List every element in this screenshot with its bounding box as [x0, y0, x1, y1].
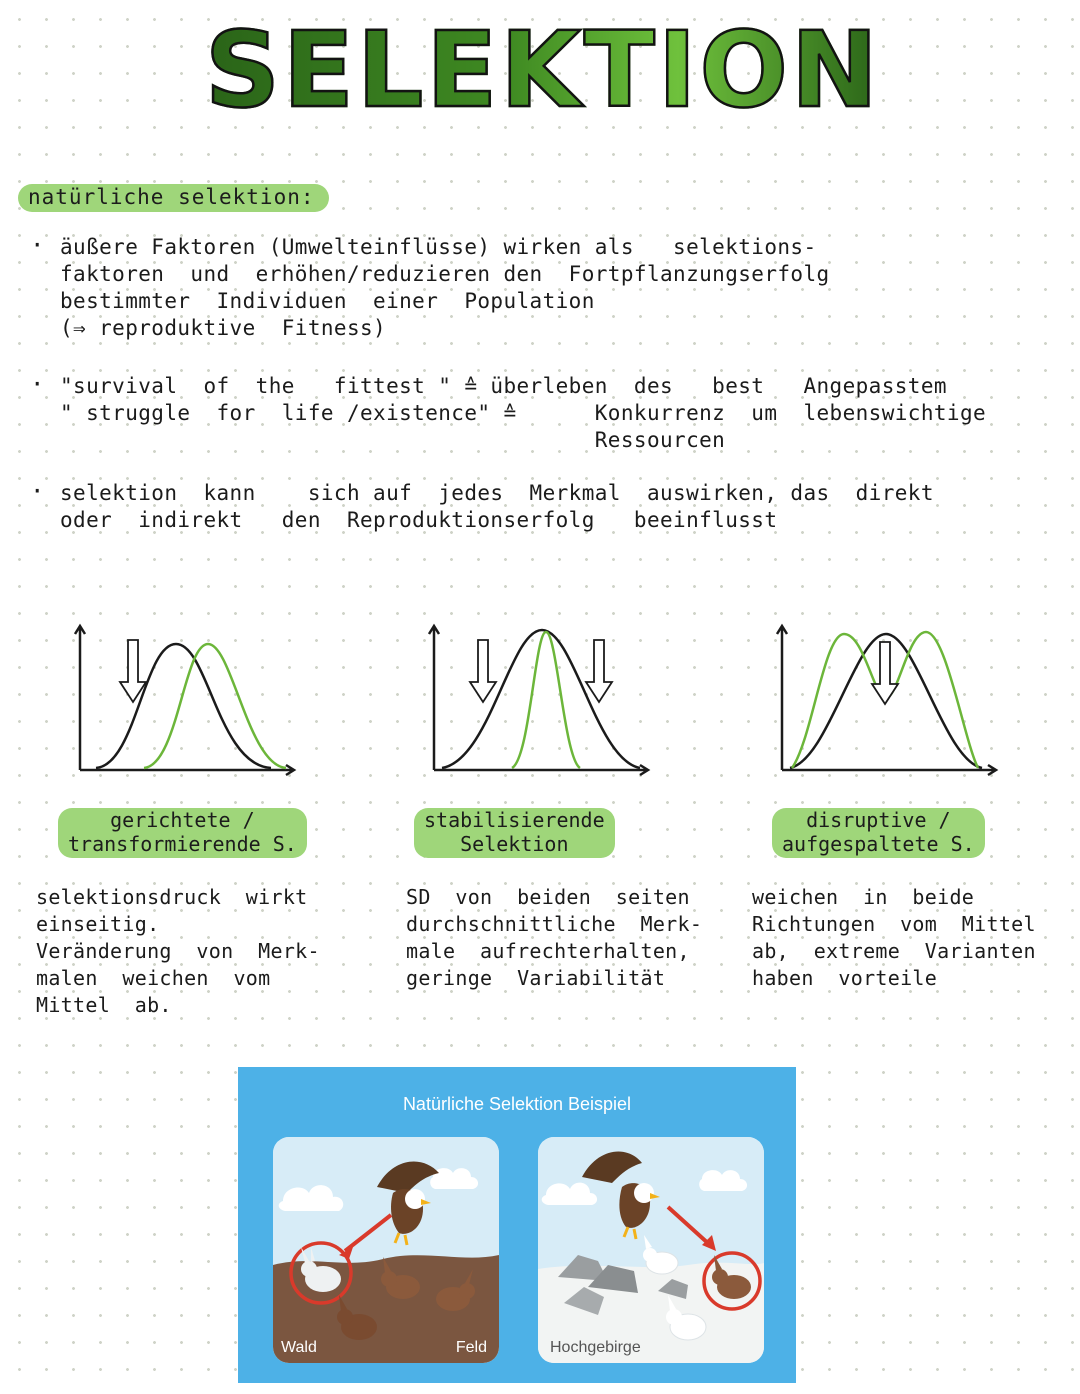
y-axis — [429, 626, 439, 770]
description-disruptive-selection: weichen in beide Richtungen vom Mittel ab, extreme Varianten haben vorteile — [752, 885, 1036, 990]
disruptive-selection-graph — [768, 620, 1008, 780]
bullet-dot: · — [30, 477, 45, 505]
label-feld: Feld — [455, 1339, 487, 1356]
example-title: Natürliche Selektion Beispiel — [402, 1094, 632, 1114]
forest-scene — [273, 1137, 499, 1363]
x-axis — [434, 765, 648, 775]
mountain-scene — [538, 1137, 764, 1363]
directional-selection-graph — [66, 620, 306, 780]
original-curve — [442, 630, 640, 768]
y-axis — [75, 626, 85, 770]
original-curve — [96, 644, 271, 768]
bullet-text: "survival of the fittest " ≙ überleben des best Angepasstem " struggle for life /existence" ≙ Konkurrenz um lebenswichtige Ressourcen — [60, 374, 987, 452]
section-heading: natürliche selektion: — [18, 184, 329, 212]
description-directional-selection: selektionsdruck wirkt einseitig. Veränderung von Merk- malen weichen vom Mittel ab. — [36, 885, 320, 1017]
x-axis — [782, 765, 996, 775]
bullet-dot: · — [30, 231, 45, 259]
example-panel-mountains — [538, 1137, 764, 1363]
y-axis — [777, 626, 787, 770]
bullet-dot: · — [30, 370, 45, 398]
selected-curve — [512, 632, 580, 768]
label-hochgebirge: Hochgebirge — [550, 1339, 641, 1356]
example-illustration — [238, 1067, 796, 1383]
description-stabilizing-selection: SD von beiden seiten durchschnittliche Merk- male aufrechterhalten, geringe Variabilität — [406, 885, 703, 990]
label-disruptive-selection: disruptive / aufgespaltete S. — [772, 808, 985, 858]
page-title: SELEKTION — [205, 9, 881, 131]
stabilizing-selection-graph — [420, 620, 660, 780]
label-directional-selection: gerichtete / transformierende S. — [58, 808, 307, 858]
label-stabilizing-selection: stabilisierende Selektion — [414, 808, 615, 858]
label-wald: Wald — [281, 1339, 317, 1356]
bullet-text: äußere Faktoren (Umwelteinflüsse) wirken als selektions- faktoren und erhöhen/reduzieren den Fortpflanzungserfolg bestimmter Individuen einer Population (⇒ reproduktive Fitness) — [60, 235, 830, 340]
selection-pressure-arrow-left-icon — [470, 640, 496, 702]
example-panel-forest — [273, 1137, 499, 1363]
selection-pressure-arrow-icon — [872, 642, 898, 704]
bullet-text: selektion kann sich auf jedes Merkmal auswirken, das direkt oder indirekt den Reproduktionserfolg beeinflusst — [60, 481, 934, 532]
selection-pressure-arrow-right-icon — [586, 640, 612, 702]
